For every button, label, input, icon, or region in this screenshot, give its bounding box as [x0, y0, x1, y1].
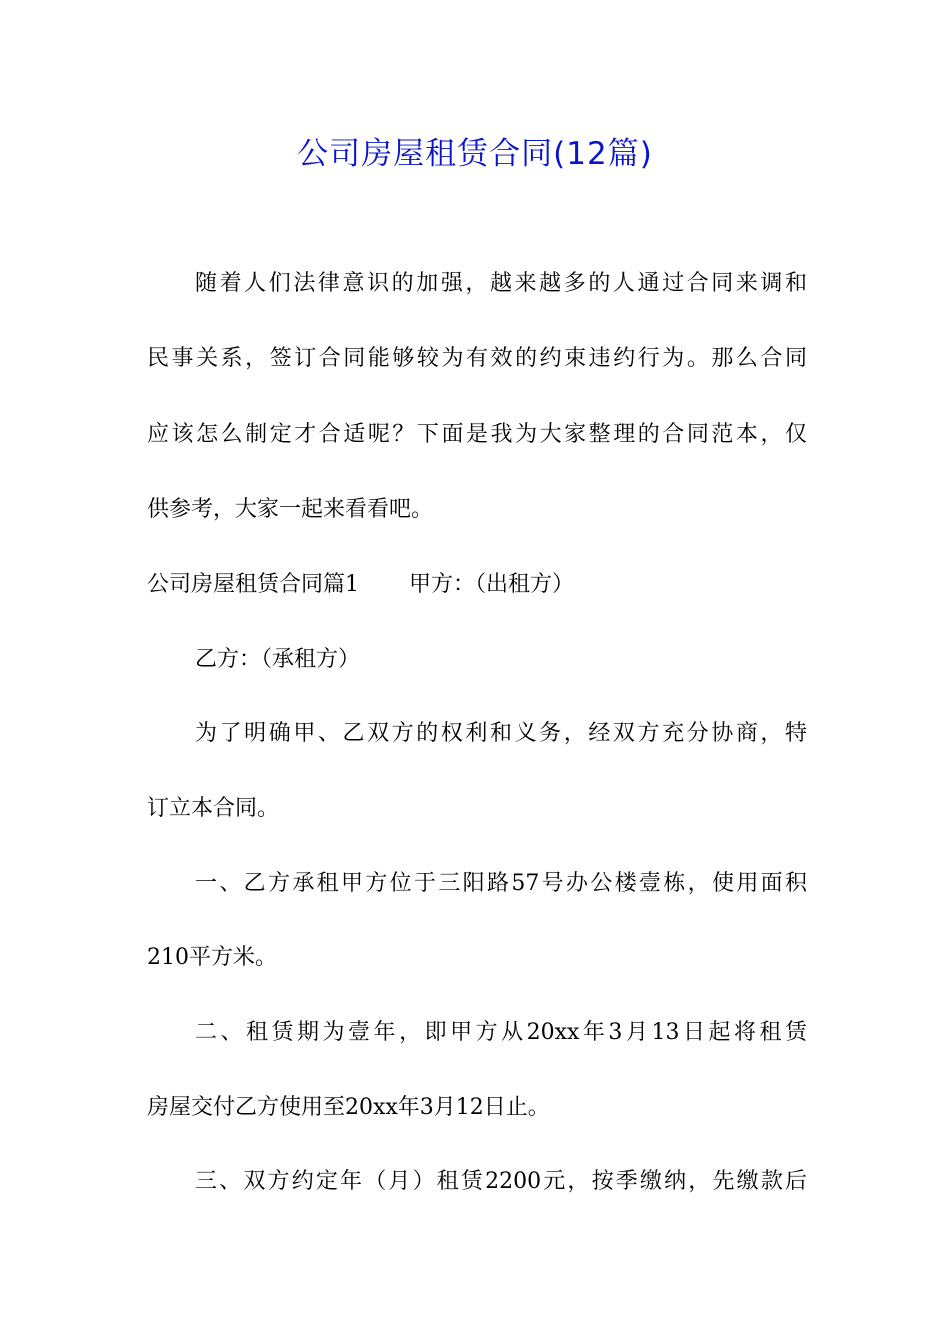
party-b: 乙方：（承租方）: [195, 647, 361, 672]
clause-1-line-1: 一、乙方承租甲方位于三阳路57号办公楼壹栋，使用面积: [195, 871, 807, 896]
purpose-line-2: 订立本合同。: [147, 796, 280, 821]
intro-line-3: 应该怎么制定才合适呢？下面是我为大家整理的合同范本，仅: [147, 422, 807, 447]
intro-line-1: 随着人们法律意识的加强，越来越多的人通过合同来调和: [195, 271, 807, 296]
clause-1-line-2: 210平方米。: [147, 945, 277, 970]
document-title: 公司房屋租赁合同(12篇): [297, 136, 653, 172]
section-heading-line: [147, 570, 807, 600]
clause-2-line-1: 二、租赁期为壹年，即甲方从20xx年3月13日起将租赁: [195, 1020, 807, 1045]
intro-line-4: 供参考，大家一起来看看吧。: [147, 497, 434, 522]
intro-line-2: 民事关系，签订合同能够较为有效的约束违约行为。那么合同: [147, 346, 807, 371]
clause-2-line-2: 房屋交付乙方使用至20xx年3月12日止。: [147, 1095, 550, 1120]
section-heading: 公司房屋租赁合同篇1: [147, 572, 359, 597]
party-a: 甲方：（出租方）: [409, 572, 575, 597]
purpose-line-1: 为了明确甲、乙双方的权利和义务，经双方充分协商，特: [195, 721, 807, 746]
clause-3-line-1: 三、双方约定年（月）租赁2200元，按季缴纳，先缴款后: [195, 1169, 807, 1194]
